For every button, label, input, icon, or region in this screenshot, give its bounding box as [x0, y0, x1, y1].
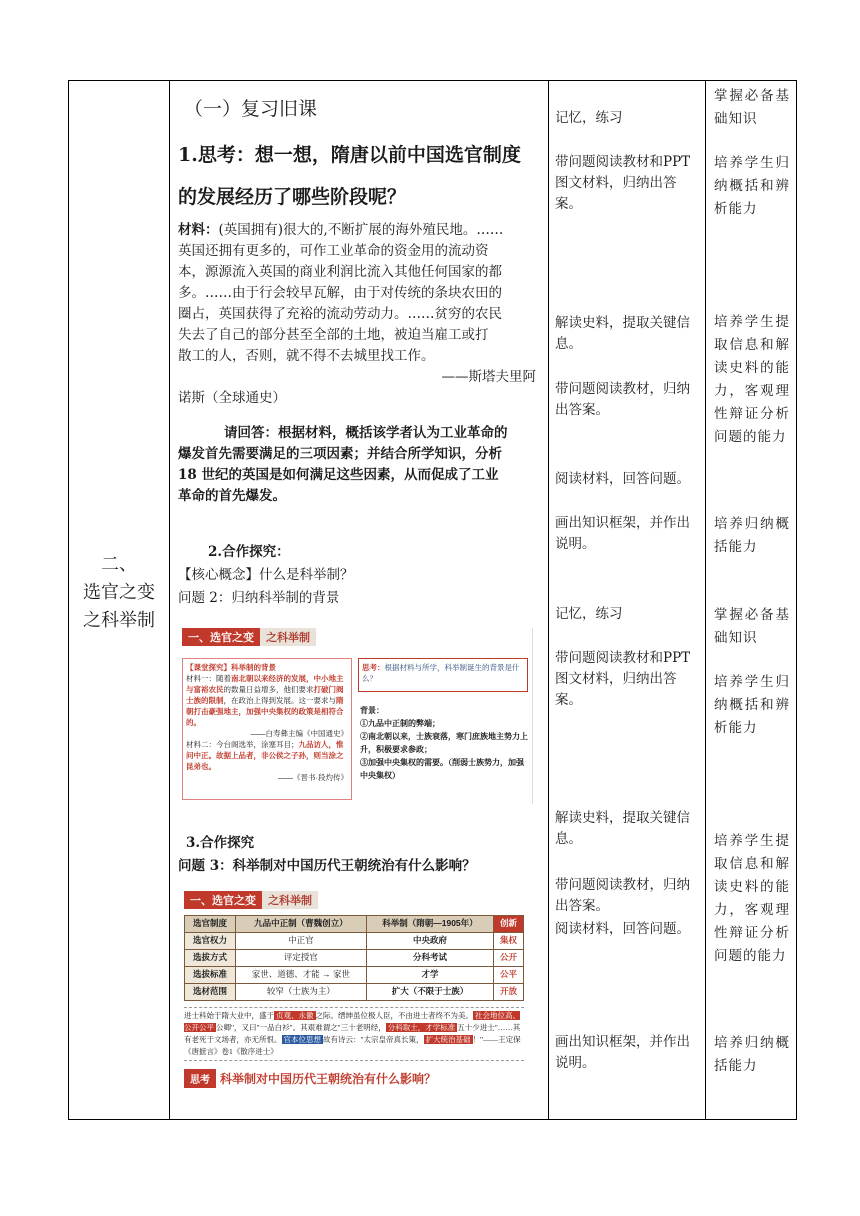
goal-item: 培养归纳概括能力	[714, 516, 790, 555]
table-row: 选拔标准 家世、道德、才能 → 家世 才学 公平	[185, 967, 524, 984]
activity-item: 画出知识框架，并作出说明。	[555, 1034, 690, 1071]
goal-item: 培养学生提取信息和解读史料的能力，客观理性辩证分析问题的能力	[714, 833, 790, 964]
table-row: 选拔方式 评定授官 分科考试 公开	[185, 950, 524, 967]
activity-item: 画出知识框架，并作出说明。	[555, 515, 690, 552]
lesson-number: 二、	[101, 554, 137, 575]
comparison-header: 选官制度 九品中正制（曹魏创立） 科举制（隋朝—1905年） 创新	[185, 916, 524, 933]
question3: 问题 3：科举制对中国历代王朝统治有什么影响？	[178, 858, 476, 874]
activity-item: 带问题阅读教材，归纳出答案。	[555, 877, 690, 914]
table-row: 选官权力 中正官 中央政府 集权	[185, 933, 524, 950]
material-line: 散工的人，否则，就不得不去城里找工作。	[178, 348, 435, 364]
lesson-title-line2: 之科举制	[83, 610, 155, 631]
table-row: 选材范围 较窄（士族为主） 扩大（不限于士族） 开放	[185, 984, 524, 1001]
goal-item: 掌握必备基础知识	[714, 88, 790, 127]
material-line: 圈占，英国获得了充裕的流动劳动力。……贫穷的农民	[178, 306, 502, 322]
goal-item: 培养归纳概括能力	[714, 1035, 790, 1074]
activities-cell	[549, 81, 706, 1120]
activity-item: 解读史料，提取关键信息。	[555, 315, 690, 352]
coop-heading-1: 2.合作探究：	[208, 544, 290, 560]
material-line: 失去了自己的部分甚至全部的土地，被迫当雇工或打	[178, 327, 489, 343]
answer-line: 革命的首先爆发。	[178, 488, 286, 504]
comparison-slide	[184, 891, 534, 1105]
slide-banner: 一、选官之变 之科举制	[182, 628, 352, 646]
lesson-title-cell	[69, 81, 170, 1120]
goal-item: 培养学生归纳概括和辨析能力	[714, 674, 790, 736]
source-line2: 诺斯（全球通史）	[178, 390, 286, 406]
answer-line: 请回答：根据材料，概括该学者认为工业革命的	[224, 425, 508, 441]
answer-line: 18 世纪的英国是如何满足这些因素，从而促成了工业	[178, 467, 499, 483]
material-label: 材料：	[178, 222, 219, 238]
think-card: 思考：根据材料与所学，科举制诞生的背景是什么？	[358, 658, 528, 692]
goals-cell	[706, 81, 797, 1120]
section-title: （一）复习旧课	[184, 98, 318, 120]
answer-block	[178, 423, 544, 507]
background-list: 背景： ①九品中正制的弊端； ②南北朝以来，士族衰落，寒门庶族地主势力上升，积极要求参政； ③加强中央集权的需要。（削弱士族势力，加强中央集权）	[360, 706, 528, 780]
goal-item: 培养学生提取信息和解读史料的能力，客观理性辩证分析问题的能力	[714, 314, 790, 445]
lesson-plan-table	[68, 80, 797, 1120]
think-prompt: 思考 科举制对中国历代王朝统治有什么影响？	[184, 1069, 534, 1088]
slide-banner-2: 一、选官之变 之科举制	[184, 891, 354, 909]
material-line: 多。……由于行会较早瓦解，由于对传统的条块农田的	[178, 285, 502, 301]
slide-image-background	[182, 628, 533, 804]
question1-line2: 的发展经历了哪些阶段呢？	[178, 186, 407, 208]
content-cell	[170, 81, 549, 1120]
material-line: 本，源源流入英国的商业利润比流入其他任何国家的都	[178, 264, 502, 280]
goal-item: 培养学生归纳概括和辨析能力	[714, 155, 790, 217]
activity-item: 带问题阅读教材和PPT图文材料，归纳出答案。	[555, 650, 691, 708]
activity-item: 阅读材料，回答问题。	[555, 471, 690, 487]
material-line: 材料：(英国拥有)很大的,不断扩展的海外殖民地。……	[178, 222, 504, 238]
comparison-table	[184, 915, 524, 1001]
goal-item: 掌握必备基础知识	[714, 607, 790, 646]
activity-item: 带问题阅读教材和PPT图文材料，归纳出答案。	[555, 154, 691, 212]
material-block	[178, 220, 544, 409]
answer-line: 爆发首先需要满足的三项因素；并结合所学知识，分析	[178, 446, 502, 462]
material-card: 【课堂探究】科举制的背景 材料一：随着南北朝以来经济的发展，中小地主与富裕农民的数量日益增多，他们要求打破门阀士族的限制，在政治上得到发展。这一要求与隋朝打击豪强地主，加强中央集权的政策是相符合的。 ——白寿彝主编《中国通史》 材料二：今台阁选举，涂塞耳目；九品访人，惟问中正。故据上品者，非公侯之子孙，则当涂之昆弟也。 ——《晋书·段灼传》	[182, 658, 352, 800]
coop-heading-2: 3.合作探究	[186, 835, 255, 851]
activity-item: 阅读材料，回答问题。	[555, 921, 690, 937]
source-line1: ——斯塔夫里阿	[441, 369, 536, 385]
question2: 问题 2：归纳科举制的背景	[178, 590, 340, 606]
material-line: 英国还拥有更多的，可作工业革命的资金用的流动资	[178, 243, 489, 259]
activity-item: 带问题阅读教材，归纳出答案。	[555, 381, 690, 418]
core-concept: 【核心概念】什么是科举制？	[178, 567, 354, 583]
activity-item: 记忆，练习	[555, 110, 623, 126]
activity-item: 解读史料，提取关键信息。	[555, 810, 690, 847]
question1-line1: 1.思考：想一想，隋唐以前中国选官制度	[178, 144, 521, 166]
quote-block: 进士科始于隋大业中，盛于 贞观、永徽 之际。缙绅虽位极人臣，不由进士者终不为美。 社会地位高、公开公平 公卿"，又曰"一品白衫"。其艰难谓之"三十老明经， 分科取士，才学标准 五十少进士"……其有老死于文场者，亦无所恨。 官本位思想 故有诗云："太宗皇帝真长策， 扩大统治基础 ！"——王定保《唐摭言》卷1《散序进士》	[184, 1007, 524, 1061]
lesson-title-line1: 选官之变	[83, 582, 155, 603]
activity-item: 记忆，练习	[555, 606, 623, 622]
